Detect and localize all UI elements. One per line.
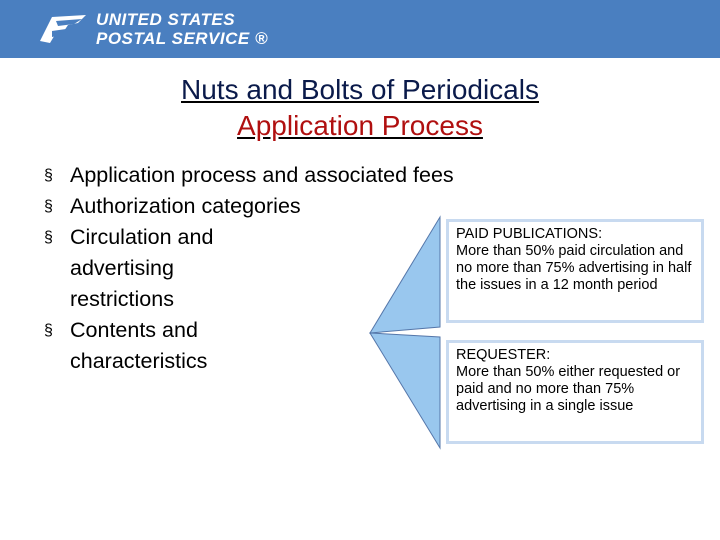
callout-heading: REQUESTER: [456,347,551,363]
title-line-1: Nuts and Bolts of Periodicals [181,74,539,105]
bullet-item [44,222,250,315]
bullet-item [44,191,370,222]
eagle-icon [38,11,88,47]
bullet-mark: § [44,167,53,184]
callout-body: More than 50% paid circulation and no more than 75% advertising in half the issues in a 12 month period [456,243,692,293]
slide-title [0,72,720,144]
logo-line-2: POSTAL SERVICE ® [96,29,268,48]
callout-paid-publications [446,219,704,323]
bracket-connector [360,215,450,450]
callout-heading: PAID PUBLICATIONS: [456,226,603,242]
callout-body: More than 50% either requested or paid and no more than 75% advertising in a single issue [456,364,681,414]
bullet-text: Contents and characteristics [70,318,208,373]
bullet-text: Authorization categories [70,194,301,218]
logo-line-1: UNITED STATES [96,10,236,29]
logo-text [96,10,268,48]
bullet-text: Application process and associated fees [70,163,454,187]
bullet-text: Circulation and advertising restrictions [70,225,214,311]
title-line-2: Application Process [237,110,483,141]
callout-requester [446,340,704,444]
bullet-mark: § [44,198,53,215]
bullet-item [44,315,250,377]
bullet-mark: § [44,322,53,339]
usps-logo [38,8,268,50]
bullet-item [44,160,550,191]
bullet-mark: § [44,229,53,246]
